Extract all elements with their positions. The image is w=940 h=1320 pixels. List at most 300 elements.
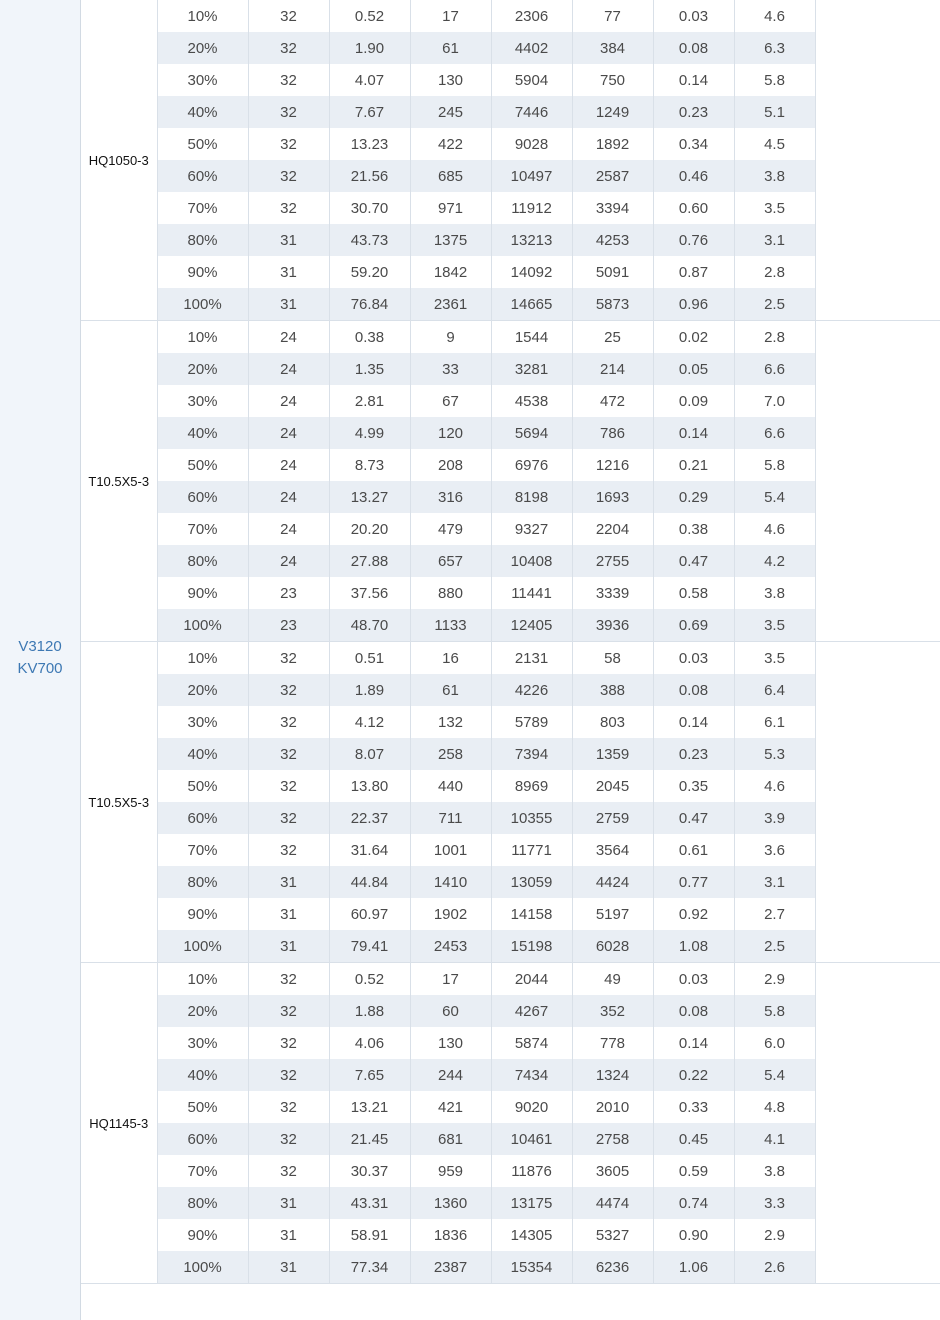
torque-cell: 0.08 <box>653 995 734 1027</box>
throttle-cell: 50% <box>157 770 248 802</box>
speed-cell: 12405 <box>491 609 572 642</box>
voltage-cell: 32 <box>248 1059 329 1091</box>
speed-cell: 8198 <box>491 481 572 513</box>
voltage-cell: 32 <box>248 1091 329 1123</box>
speed-cell: 14092 <box>491 256 572 288</box>
speed-cell: 2131 <box>491 642 572 675</box>
table-row <box>81 32 940 64</box>
throttle-cell: 80% <box>157 224 248 256</box>
efficiency-cell: 3.5 <box>734 609 815 642</box>
current-cell: 43.73 <box>329 224 410 256</box>
voltage-cell: 24 <box>248 449 329 481</box>
voltage-cell: 31 <box>248 224 329 256</box>
voltage-cell: 32 <box>248 706 329 738</box>
efficiency-cell: 2.9 <box>734 963 815 996</box>
thrust-cell: 49 <box>572 963 653 996</box>
throttle-cell: 40% <box>157 96 248 128</box>
speed-cell: 9020 <box>491 1091 572 1123</box>
current-cell: 60.97 <box>329 898 410 930</box>
current-cell: 31.64 <box>329 834 410 866</box>
throttle-cell: 20% <box>157 353 248 385</box>
efficiency-cell: 5.8 <box>734 64 815 96</box>
torque-cell: 0.61 <box>653 834 734 866</box>
current-cell: 1.88 <box>329 995 410 1027</box>
current-cell: 0.52 <box>329 963 410 996</box>
thrust-cell: 5327 <box>572 1219 653 1251</box>
throttle-cell: 40% <box>157 1059 248 1091</box>
current-cell: 8.73 <box>329 449 410 481</box>
empty-cell <box>815 802 940 834</box>
empty-cell <box>815 963 940 996</box>
speed-cell: 14665 <box>491 288 572 321</box>
empty-cell <box>815 1251 940 1284</box>
torque-cell: 0.14 <box>653 417 734 449</box>
speed-cell: 13059 <box>491 866 572 898</box>
efficiency-cell: 2.9 <box>734 1219 815 1251</box>
empty-cell <box>815 256 940 288</box>
torque-cell: 0.87 <box>653 256 734 288</box>
throttle-cell: 80% <box>157 545 248 577</box>
efficiency-cell: 3.9 <box>734 802 815 834</box>
efficiency-cell: 5.8 <box>734 995 815 1027</box>
torque-cell: 0.76 <box>653 224 734 256</box>
thrust-cell: 384 <box>572 32 653 64</box>
voltage-cell: 23 <box>248 577 329 609</box>
power-cell: 245 <box>410 96 491 128</box>
table-row <box>81 898 940 930</box>
thrust-cell: 4424 <box>572 866 653 898</box>
efficiency-cell: 4.1 <box>734 1123 815 1155</box>
empty-cell <box>815 609 940 642</box>
voltage-cell: 32 <box>248 995 329 1027</box>
voltage-cell: 32 <box>248 770 329 802</box>
performance-grid <box>81 0 940 1284</box>
thrust-cell: 3564 <box>572 834 653 866</box>
voltage-cell: 32 <box>248 128 329 160</box>
table-row <box>81 545 940 577</box>
throttle-cell: 70% <box>157 834 248 866</box>
torque-cell: 0.47 <box>653 545 734 577</box>
torque-cell: 0.14 <box>653 706 734 738</box>
table-row <box>81 674 940 706</box>
empty-cell <box>815 192 940 224</box>
current-cell: 27.88 <box>329 545 410 577</box>
thrust-cell: 77 <box>572 0 653 32</box>
power-cell: 1902 <box>410 898 491 930</box>
thrust-cell: 2759 <box>572 802 653 834</box>
power-cell: 61 <box>410 32 491 64</box>
empty-cell <box>815 417 940 449</box>
power-cell: 440 <box>410 770 491 802</box>
thrust-cell: 1693 <box>572 481 653 513</box>
current-cell: 7.65 <box>329 1059 410 1091</box>
efficiency-cell: 4.8 <box>734 1091 815 1123</box>
empty-cell <box>815 706 940 738</box>
throttle-cell: 50% <box>157 1091 248 1123</box>
speed-cell: 5904 <box>491 64 572 96</box>
speed-cell: 7394 <box>491 738 572 770</box>
thrust-cell: 2204 <box>572 513 653 545</box>
empty-cell <box>815 898 940 930</box>
efficiency-cell: 3.8 <box>734 1155 815 1187</box>
thrust-cell: 803 <box>572 706 653 738</box>
efficiency-cell: 2.5 <box>734 288 815 321</box>
thrust-cell: 4474 <box>572 1187 653 1219</box>
torque-cell: 0.05 <box>653 353 734 385</box>
current-cell: 1.35 <box>329 353 410 385</box>
current-cell: 37.56 <box>329 577 410 609</box>
current-cell: 58.91 <box>329 1219 410 1251</box>
table-row <box>81 321 940 354</box>
empty-cell <box>815 1027 940 1059</box>
voltage-cell: 24 <box>248 545 329 577</box>
current-cell: 76.84 <box>329 288 410 321</box>
empty-cell <box>815 160 940 192</box>
current-cell: 13.27 <box>329 481 410 513</box>
speed-cell: 13175 <box>491 1187 572 1219</box>
empty-cell <box>815 1059 940 1091</box>
power-cell: 1360 <box>410 1187 491 1219</box>
empty-cell <box>815 449 940 481</box>
thrust-cell: 3394 <box>572 192 653 224</box>
thrust-cell: 58 <box>572 642 653 675</box>
torque-cell: 0.03 <box>653 642 734 675</box>
power-cell: 1133 <box>410 609 491 642</box>
throttle-cell: 30% <box>157 706 248 738</box>
thrust-cell: 3339 <box>572 577 653 609</box>
throttle-cell: 10% <box>157 642 248 675</box>
thrust-cell: 4253 <box>572 224 653 256</box>
table-row <box>81 256 940 288</box>
power-cell: 1001 <box>410 834 491 866</box>
voltage-cell: 31 <box>248 930 329 963</box>
torque-cell: 0.33 <box>653 1091 734 1123</box>
empty-cell <box>815 930 940 963</box>
current-cell: 4.12 <box>329 706 410 738</box>
voltage-cell: 32 <box>248 1123 329 1155</box>
current-cell: 20.20 <box>329 513 410 545</box>
efficiency-cell: 6.1 <box>734 706 815 738</box>
current-cell: 13.80 <box>329 770 410 802</box>
efficiency-cell: 2.5 <box>734 930 815 963</box>
efficiency-cell: 7.0 <box>734 385 815 417</box>
efficiency-cell: 5.8 <box>734 449 815 481</box>
empty-cell <box>815 866 940 898</box>
power-cell: 67 <box>410 385 491 417</box>
empty-cell <box>815 834 940 866</box>
efficiency-cell: 6.0 <box>734 1027 815 1059</box>
throttle-cell: 20% <box>157 995 248 1027</box>
torque-cell: 0.29 <box>653 481 734 513</box>
thrust-cell: 5873 <box>572 288 653 321</box>
speed-cell: 15198 <box>491 930 572 963</box>
power-cell: 316 <box>410 481 491 513</box>
voltage-cell: 32 <box>248 192 329 224</box>
power-cell: 657 <box>410 545 491 577</box>
efficiency-cell: 5.1 <box>734 96 815 128</box>
table-row <box>81 1251 940 1284</box>
efficiency-cell: 4.5 <box>734 128 815 160</box>
table-row <box>81 481 940 513</box>
speed-cell: 3281 <box>491 353 572 385</box>
table-row <box>81 1219 940 1251</box>
current-cell: 4.06 <box>329 1027 410 1059</box>
efficiency-cell: 4.6 <box>734 0 815 32</box>
table-row <box>81 417 940 449</box>
throttle-cell: 60% <box>157 802 248 834</box>
thrust-cell: 3936 <box>572 609 653 642</box>
table-row <box>81 1187 940 1219</box>
speed-cell: 4226 <box>491 674 572 706</box>
throttle-cell: 100% <box>157 288 248 321</box>
throttle-cell: 90% <box>157 1219 248 1251</box>
torque-cell: 0.45 <box>653 1123 734 1155</box>
motor-model-cell <box>0 0 81 1320</box>
empty-cell <box>815 545 940 577</box>
torque-cell: 0.47 <box>653 802 734 834</box>
speed-cell: 11771 <box>491 834 572 866</box>
empty-cell <box>815 738 940 770</box>
power-cell: 258 <box>410 738 491 770</box>
empty-cell <box>815 128 940 160</box>
speed-cell: 14305 <box>491 1219 572 1251</box>
thrust-cell: 2010 <box>572 1091 653 1123</box>
speed-cell: 10408 <box>491 545 572 577</box>
thrust-cell: 1324 <box>572 1059 653 1091</box>
empty-cell <box>815 1091 940 1123</box>
efficiency-cell: 4.6 <box>734 513 815 545</box>
voltage-cell: 24 <box>248 513 329 545</box>
empty-cell <box>815 224 940 256</box>
empty-cell <box>815 1219 940 1251</box>
throttle-cell: 30% <box>157 64 248 96</box>
table-row <box>81 738 940 770</box>
speed-cell: 5874 <box>491 1027 572 1059</box>
thrust-cell: 2758 <box>572 1123 653 1155</box>
speed-cell: 4402 <box>491 32 572 64</box>
voltage-cell: 32 <box>248 0 329 32</box>
throttle-cell: 90% <box>157 256 248 288</box>
table-row <box>81 288 940 321</box>
throttle-cell: 80% <box>157 1187 248 1219</box>
voltage-cell: 32 <box>248 963 329 996</box>
empty-cell <box>815 995 940 1027</box>
table-row <box>81 513 940 545</box>
table-row <box>81 770 940 802</box>
table-row <box>81 128 940 160</box>
empty-cell <box>815 64 940 96</box>
power-cell: 971 <box>410 192 491 224</box>
voltage-cell: 32 <box>248 96 329 128</box>
table-row <box>81 385 940 417</box>
current-cell: 30.37 <box>329 1155 410 1187</box>
table-row <box>81 995 940 1027</box>
throttle-cell: 100% <box>157 930 248 963</box>
empty-cell <box>815 32 940 64</box>
current-cell: 13.23 <box>329 128 410 160</box>
torque-cell: 0.60 <box>653 192 734 224</box>
voltage-cell: 31 <box>248 1187 329 1219</box>
power-cell: 130 <box>410 64 491 96</box>
throttle-cell: 30% <box>157 1027 248 1059</box>
voltage-cell: 32 <box>248 1155 329 1187</box>
torque-cell: 0.03 <box>653 963 734 996</box>
table-row <box>81 96 940 128</box>
speed-cell: 2044 <box>491 963 572 996</box>
voltage-cell: 32 <box>248 642 329 675</box>
torque-cell: 0.14 <box>653 64 734 96</box>
table-row <box>81 834 940 866</box>
power-cell: 2453 <box>410 930 491 963</box>
throttle-cell: 60% <box>157 160 248 192</box>
torque-cell: 0.35 <box>653 770 734 802</box>
efficiency-cell: 2.7 <box>734 898 815 930</box>
current-cell: 43.31 <box>329 1187 410 1219</box>
efficiency-cell: 3.1 <box>734 224 815 256</box>
speed-cell: 6976 <box>491 449 572 481</box>
power-cell: 17 <box>410 963 491 996</box>
voltage-cell: 32 <box>248 738 329 770</box>
table-row <box>81 706 940 738</box>
throttle-cell: 40% <box>157 738 248 770</box>
throttle-cell: 80% <box>157 866 248 898</box>
voltage-cell: 31 <box>248 1251 329 1284</box>
current-cell: 44.84 <box>329 866 410 898</box>
speed-cell: 13213 <box>491 224 572 256</box>
thrust-cell: 352 <box>572 995 653 1027</box>
current-cell: 21.45 <box>329 1123 410 1155</box>
torque-cell: 0.14 <box>653 1027 734 1059</box>
thrust-cell: 1892 <box>572 128 653 160</box>
power-cell: 1836 <box>410 1219 491 1251</box>
efficiency-cell: 3.5 <box>734 642 815 675</box>
power-cell: 1410 <box>410 866 491 898</box>
power-cell: 711 <box>410 802 491 834</box>
thrust-cell: 786 <box>572 417 653 449</box>
power-cell: 16 <box>410 642 491 675</box>
thrust-cell: 2587 <box>572 160 653 192</box>
throttle-cell: 50% <box>157 128 248 160</box>
table-row <box>81 802 940 834</box>
current-cell: 1.89 <box>329 674 410 706</box>
current-cell: 0.52 <box>329 0 410 32</box>
empty-cell <box>815 385 940 417</box>
empty-cell <box>815 577 940 609</box>
efficiency-cell: 6.3 <box>734 32 815 64</box>
table-row <box>81 577 940 609</box>
throttle-cell: 20% <box>157 32 248 64</box>
efficiency-cell: 2.8 <box>734 321 815 354</box>
empty-cell <box>815 96 940 128</box>
power-cell: 2361 <box>410 288 491 321</box>
power-cell: 421 <box>410 1091 491 1123</box>
empty-cell <box>815 1187 940 1219</box>
voltage-cell: 32 <box>248 834 329 866</box>
torque-cell: 0.23 <box>653 96 734 128</box>
throttle-cell: 60% <box>157 1123 248 1155</box>
power-cell: 2387 <box>410 1251 491 1284</box>
propeller-model-cell: HQ1050-3 <box>81 0 157 321</box>
torque-cell: 0.23 <box>653 738 734 770</box>
current-cell: 4.07 <box>329 64 410 96</box>
torque-cell: 0.59 <box>653 1155 734 1187</box>
speed-cell: 5694 <box>491 417 572 449</box>
voltage-cell: 24 <box>248 417 329 449</box>
propeller-model-cell: T10.5X5-3 <box>81 642 157 963</box>
throttle-cell: 10% <box>157 0 248 32</box>
efficiency-cell: 6.4 <box>734 674 815 706</box>
speed-cell: 9028 <box>491 128 572 160</box>
power-cell: 1842 <box>410 256 491 288</box>
thrust-cell: 750 <box>572 64 653 96</box>
empty-cell <box>815 770 940 802</box>
throttle-cell: 100% <box>157 609 248 642</box>
thrust-cell: 778 <box>572 1027 653 1059</box>
throttle-cell: 90% <box>157 577 248 609</box>
voltage-cell: 31 <box>248 1219 329 1251</box>
voltage-cell: 32 <box>248 674 329 706</box>
voltage-cell: 32 <box>248 160 329 192</box>
speed-cell: 7446 <box>491 96 572 128</box>
current-cell: 1.90 <box>329 32 410 64</box>
speed-cell: 4538 <box>491 385 572 417</box>
power-cell: 60 <box>410 995 491 1027</box>
torque-cell: 0.58 <box>653 577 734 609</box>
thrust-cell: 5091 <box>572 256 653 288</box>
voltage-cell: 24 <box>248 481 329 513</box>
speed-cell: 11441 <box>491 577 572 609</box>
efficiency-cell: 3.8 <box>734 577 815 609</box>
current-cell: 79.41 <box>329 930 410 963</box>
speed-cell: 1544 <box>491 321 572 354</box>
throttle-cell: 100% <box>157 1251 248 1284</box>
efficiency-cell: 5.4 <box>734 481 815 513</box>
efficiency-cell: 5.4 <box>734 1059 815 1091</box>
thrust-cell: 5197 <box>572 898 653 930</box>
speed-cell: 8969 <box>491 770 572 802</box>
throttle-cell: 20% <box>157 674 248 706</box>
efficiency-cell: 4.2 <box>734 545 815 577</box>
table-row <box>81 353 940 385</box>
power-cell: 1375 <box>410 224 491 256</box>
torque-cell: 0.92 <box>653 898 734 930</box>
table-row <box>81 609 940 642</box>
power-cell: 120 <box>410 417 491 449</box>
torque-cell: 0.77 <box>653 866 734 898</box>
table-row <box>81 449 940 481</box>
speed-cell: 11912 <box>491 192 572 224</box>
thrust-cell: 388 <box>572 674 653 706</box>
power-cell: 208 <box>410 449 491 481</box>
efficiency-cell: 3.3 <box>734 1187 815 1219</box>
current-cell: 7.67 <box>329 96 410 128</box>
speed-cell: 10497 <box>491 160 572 192</box>
voltage-cell: 31 <box>248 256 329 288</box>
voltage-cell: 32 <box>248 64 329 96</box>
voltage-cell: 32 <box>248 802 329 834</box>
throttle-cell: 70% <box>157 513 248 545</box>
torque-cell: 1.08 <box>653 930 734 963</box>
efficiency-cell: 2.6 <box>734 1251 815 1284</box>
table-row <box>81 866 940 898</box>
throttle-cell: 30% <box>157 385 248 417</box>
torque-cell: 0.69 <box>653 609 734 642</box>
torque-cell: 0.02 <box>653 321 734 354</box>
current-cell: 0.51 <box>329 642 410 675</box>
empty-cell <box>815 1123 940 1155</box>
table-row <box>81 1027 940 1059</box>
efficiency-cell: 3.5 <box>734 192 815 224</box>
